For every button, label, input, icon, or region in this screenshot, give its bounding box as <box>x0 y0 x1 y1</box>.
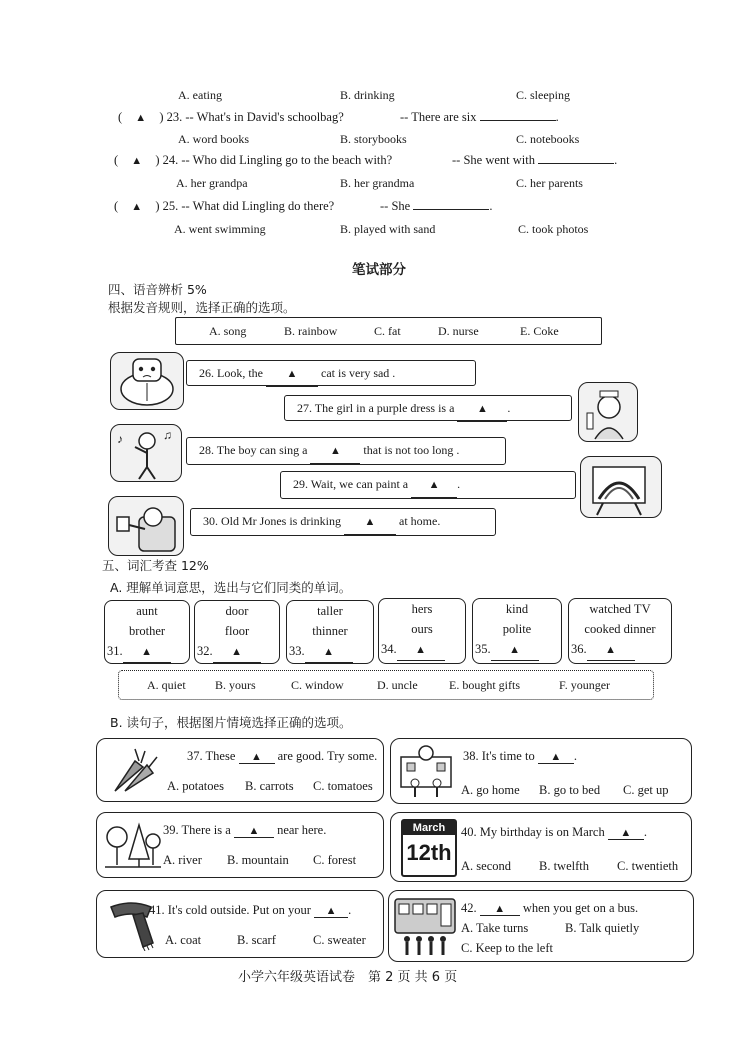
question-number: ) 24. <box>155 153 179 167</box>
nurse-picture <box>578 382 638 442</box>
q23-option-a: A. word books <box>178 132 249 146</box>
q22-option-b: B. drinking <box>340 88 395 102</box>
answer-blank[interactable]: ▲ <box>123 642 171 663</box>
answer-triangle[interactable]: ▲ <box>131 155 143 167</box>
sentence-post: . <box>573 749 577 763</box>
rainbow-icon <box>581 457 661 517</box>
q38-option-a: A. go home <box>461 783 520 797</box>
sentence-post: near here. <box>277 823 327 837</box>
sentence-post: . <box>507 401 511 415</box>
q40-option-b: B. twelfth <box>539 859 589 873</box>
sentence-pre: 41. It's cold outside. Put on your <box>149 903 311 917</box>
sentence-pre: 37. These <box>187 749 236 763</box>
cat-icon <box>111 353 183 409</box>
answer-line <box>195 641 279 663</box>
question-number: ) 25. <box>155 199 179 213</box>
calendar-day: 12th <box>406 840 452 865</box>
q42-box <box>388 890 694 962</box>
reply-text: -- She went with <box>452 153 535 167</box>
sad-cat-picture <box>110 352 184 410</box>
answer-line <box>569 639 671 661</box>
q25-reply <box>380 199 492 214</box>
q23-option-c: C. notebooks <box>516 132 580 146</box>
answer-blank[interactable]: ▲ <box>538 751 574 764</box>
phonics-option: B. rainbow <box>284 324 338 338</box>
answer-blank[interactable]: ▲ <box>397 640 445 661</box>
q39-box <box>96 812 384 878</box>
q42-option-b: B. Talk quietly <box>565 921 640 935</box>
singing-icon <box>111 425 181 481</box>
q38-box <box>390 738 692 804</box>
q41-option-b: B. scarf <box>237 933 276 947</box>
period: . <box>489 199 493 213</box>
sentence-pre: 30. Old Mr Jones is drinking <box>203 514 341 528</box>
q37-option-c: C. tomatoes <box>313 779 373 793</box>
q39-sentence <box>163 823 326 838</box>
q41-option-a: A. coat <box>165 933 202 947</box>
word: brother <box>128 624 166 638</box>
q41-sentence <box>149 903 351 918</box>
answer-blank[interactable]: ▲ <box>266 362 318 387</box>
question-text: -- What did Lingling do there? <box>181 199 335 213</box>
sentence-pre: 28. The boy can sing a <box>199 443 308 457</box>
sentence-pre: 39. There is a <box>163 823 231 837</box>
q42-sentence <box>461 901 638 916</box>
q38-sentence <box>463 749 577 764</box>
sentence-post: are good. Try some. <box>277 749 378 763</box>
question-number: 33. <box>289 644 305 658</box>
answer-blank[interactable]: ▲ <box>314 905 348 918</box>
sentence-post: . <box>457 477 461 491</box>
calendar-month: March <box>403 821 455 835</box>
vocab-choice: B. yours <box>215 678 256 692</box>
q25-option-a: A. went swimming <box>174 222 266 236</box>
answer-blank[interactable]: ▲ <box>491 640 539 661</box>
word: taller <box>317 604 343 618</box>
q28-sentence <box>186 437 506 465</box>
answer-blank[interactable]: ▲ <box>213 642 261 663</box>
question-number: 35. <box>475 642 491 656</box>
word-group-32 <box>194 600 280 664</box>
word: cooked dinner <box>584 622 656 636</box>
answer-blank[interactable]: ▲ <box>411 473 457 498</box>
q39-option-c: C. forest <box>313 853 357 867</box>
school-kids-icon <box>395 743 457 799</box>
word: hers <box>411 602 433 616</box>
q24-row <box>114 153 392 168</box>
sentence-pre: 42. <box>461 901 477 915</box>
word: polite <box>502 622 532 636</box>
period: . <box>555 110 559 124</box>
q40-option-a: A. second <box>461 859 511 873</box>
q23-option-b: B. storybooks <box>340 132 407 146</box>
q42-option-a: A. Take turns <box>461 921 529 935</box>
section5-title: 五、词汇考查 12% <box>102 558 209 573</box>
q22-option-c: C. sleeping <box>516 88 570 102</box>
answer-blank[interactable]: ▲ <box>587 640 635 661</box>
singing-boy-picture <box>110 424 182 482</box>
vocab-choice: F. younger <box>559 678 611 692</box>
vocab-choice: D. uncle <box>377 678 418 692</box>
word-group-36 <box>568 598 672 664</box>
phonics-option: C. fat <box>374 324 401 338</box>
q40-option-c: C. twentieth <box>617 859 679 873</box>
q27-sentence <box>284 395 572 421</box>
q26-sentence <box>186 360 476 386</box>
vocab-choices-box <box>118 670 654 700</box>
old-man-icon <box>109 497 183 555</box>
rainbow-painting-picture <box>580 456 662 518</box>
answer-blank[interactable] <box>480 120 556 121</box>
word: aunt <box>136 604 158 618</box>
sentence-post: . <box>643 825 647 839</box>
answer-blank[interactable]: ▲ <box>457 397 507 422</box>
word: floor <box>224 624 250 638</box>
q39-option-b: B. mountain <box>227 853 289 867</box>
answer-blank[interactable]: ▲ <box>608 827 644 840</box>
answer-blank[interactable]: ▲ <box>344 510 396 535</box>
question-number: ) 23. <box>159 110 183 124</box>
q38-option-b: B. go to bed <box>539 783 601 797</box>
question-number: 34. <box>381 642 397 656</box>
q23-row <box>118 110 344 125</box>
paren-open: ( <box>114 199 119 213</box>
q25-option-c: C. took photos <box>518 222 589 236</box>
sentence-post: that is not too long . <box>363 443 460 457</box>
q41-option-c: C. sweater <box>313 933 366 947</box>
q37-option-a: A. potatoes <box>167 779 224 793</box>
sentence-post: cat is very sad . <box>321 366 396 380</box>
word: ours <box>411 622 433 636</box>
answer-line <box>105 641 189 663</box>
word: watched TV <box>589 602 651 616</box>
phonics-option: A. song <box>209 324 247 338</box>
reply-text: -- She <box>380 199 411 213</box>
q37-option-b: B. carrots <box>245 779 294 793</box>
paren-open: ( <box>118 110 123 124</box>
q37-box <box>96 738 384 802</box>
answer-line <box>379 639 465 661</box>
period: . <box>614 153 618 167</box>
section4-instruction: 根据发音规则，选择正确的选项。 <box>108 300 296 315</box>
sentence-post: when you get on a bus. <box>522 901 639 915</box>
q37-sentence <box>187 749 377 764</box>
q25-option-b: B. played with sand <box>340 222 436 236</box>
vocab-choice: A. quiet <box>147 678 186 692</box>
word: door <box>225 604 249 618</box>
section5-part-a: A. 理解单词意思，选出与它们同类的单词。 <box>110 580 352 595</box>
section4-title: 四、语音辨析 5% <box>108 282 207 297</box>
q24-option-b: B. her grandma <box>340 176 415 190</box>
q22-option-a: A. eating <box>178 88 222 102</box>
sentence-pre: 27. The girl in a purple dress is a <box>297 401 455 415</box>
q29-sentence <box>280 471 576 499</box>
answer-line <box>287 641 373 663</box>
q42-option-c: C. Keep to the left <box>461 941 553 955</box>
nurse-icon <box>579 383 637 441</box>
answer-blank[interactable] <box>538 163 614 164</box>
word-group-31 <box>104 600 190 664</box>
answer-blank[interactable]: ▲ <box>310 439 360 464</box>
question-number: 36. <box>571 642 587 656</box>
answer-blank[interactable]: ▲ <box>234 825 274 838</box>
q41-box <box>96 890 384 958</box>
answer-blank[interactable]: ▲ <box>480 903 520 916</box>
bus-queue-icon <box>393 895 457 957</box>
sentence-pre: 38. It's time to <box>463 749 535 763</box>
phonics-option: E. Coke <box>520 324 559 338</box>
q23-reply <box>400 110 559 125</box>
word-group-35 <box>472 598 562 664</box>
question-text: -- Who did Lingling go to the beach with? <box>181 153 393 167</box>
answer-line <box>473 639 561 661</box>
word-group-34 <box>378 598 466 664</box>
reply-text: -- There are six <box>400 110 477 124</box>
svg-text:♫: ♫ <box>163 428 172 442</box>
answer-blank[interactable] <box>413 209 489 210</box>
q40-sentence <box>461 825 647 840</box>
answer-blank[interactable]: ▲ <box>305 642 353 663</box>
vocab-choice: E. bought gifts <box>449 678 520 692</box>
q30-sentence <box>190 508 496 536</box>
word-group-33 <box>286 600 374 664</box>
section5-part-b: B. 读句子，根据图片情境选择正确的选项。 <box>110 715 352 730</box>
q25-row <box>114 199 334 214</box>
calendar-icon <box>401 819 457 877</box>
paren-open: ( <box>114 153 119 167</box>
page-footer: 小学六年级英语试卷 第 2 页 共 6 页 <box>238 970 458 985</box>
word: thinner <box>312 624 348 638</box>
q38-option-c: C. get up <box>623 783 669 797</box>
svg-text:♪: ♪ <box>117 432 123 446</box>
sentence-post: at home. <box>399 514 441 528</box>
sentence-pre: 26. Look, the <box>199 366 263 380</box>
vocab-choice: C. window <box>291 678 344 692</box>
phonics-options-box <box>175 317 602 345</box>
written-part-title: 笔试部分 <box>352 262 406 278</box>
word: kind <box>505 602 529 616</box>
carrot-icon <box>105 747 161 795</box>
question-text: -- What's in David's schoolbag? <box>185 110 344 124</box>
phonics-option: D. nurse <box>438 324 479 338</box>
q39-option-a: A. river <box>163 853 202 867</box>
q24-reply <box>452 153 617 168</box>
question-number: 31. <box>107 644 123 658</box>
answer-triangle[interactable]: ▲ <box>135 112 147 124</box>
q40-box <box>390 812 692 882</box>
sentence-post: . <box>348 903 352 917</box>
q24-option-c: C. her parents <box>516 176 583 190</box>
answer-triangle[interactable]: ▲ <box>131 201 143 213</box>
forest-icon <box>103 819 161 871</box>
sentence-pre: 40. My birthday is on March <box>461 825 605 839</box>
sentence-pre: 29. Wait, we can paint a <box>293 477 409 491</box>
q24-option-a: A. her grandpa <box>176 176 248 190</box>
question-number: 32. <box>197 644 213 658</box>
old-man-drinking-picture <box>108 496 184 556</box>
answer-blank[interactable]: ▲ <box>239 751 275 764</box>
